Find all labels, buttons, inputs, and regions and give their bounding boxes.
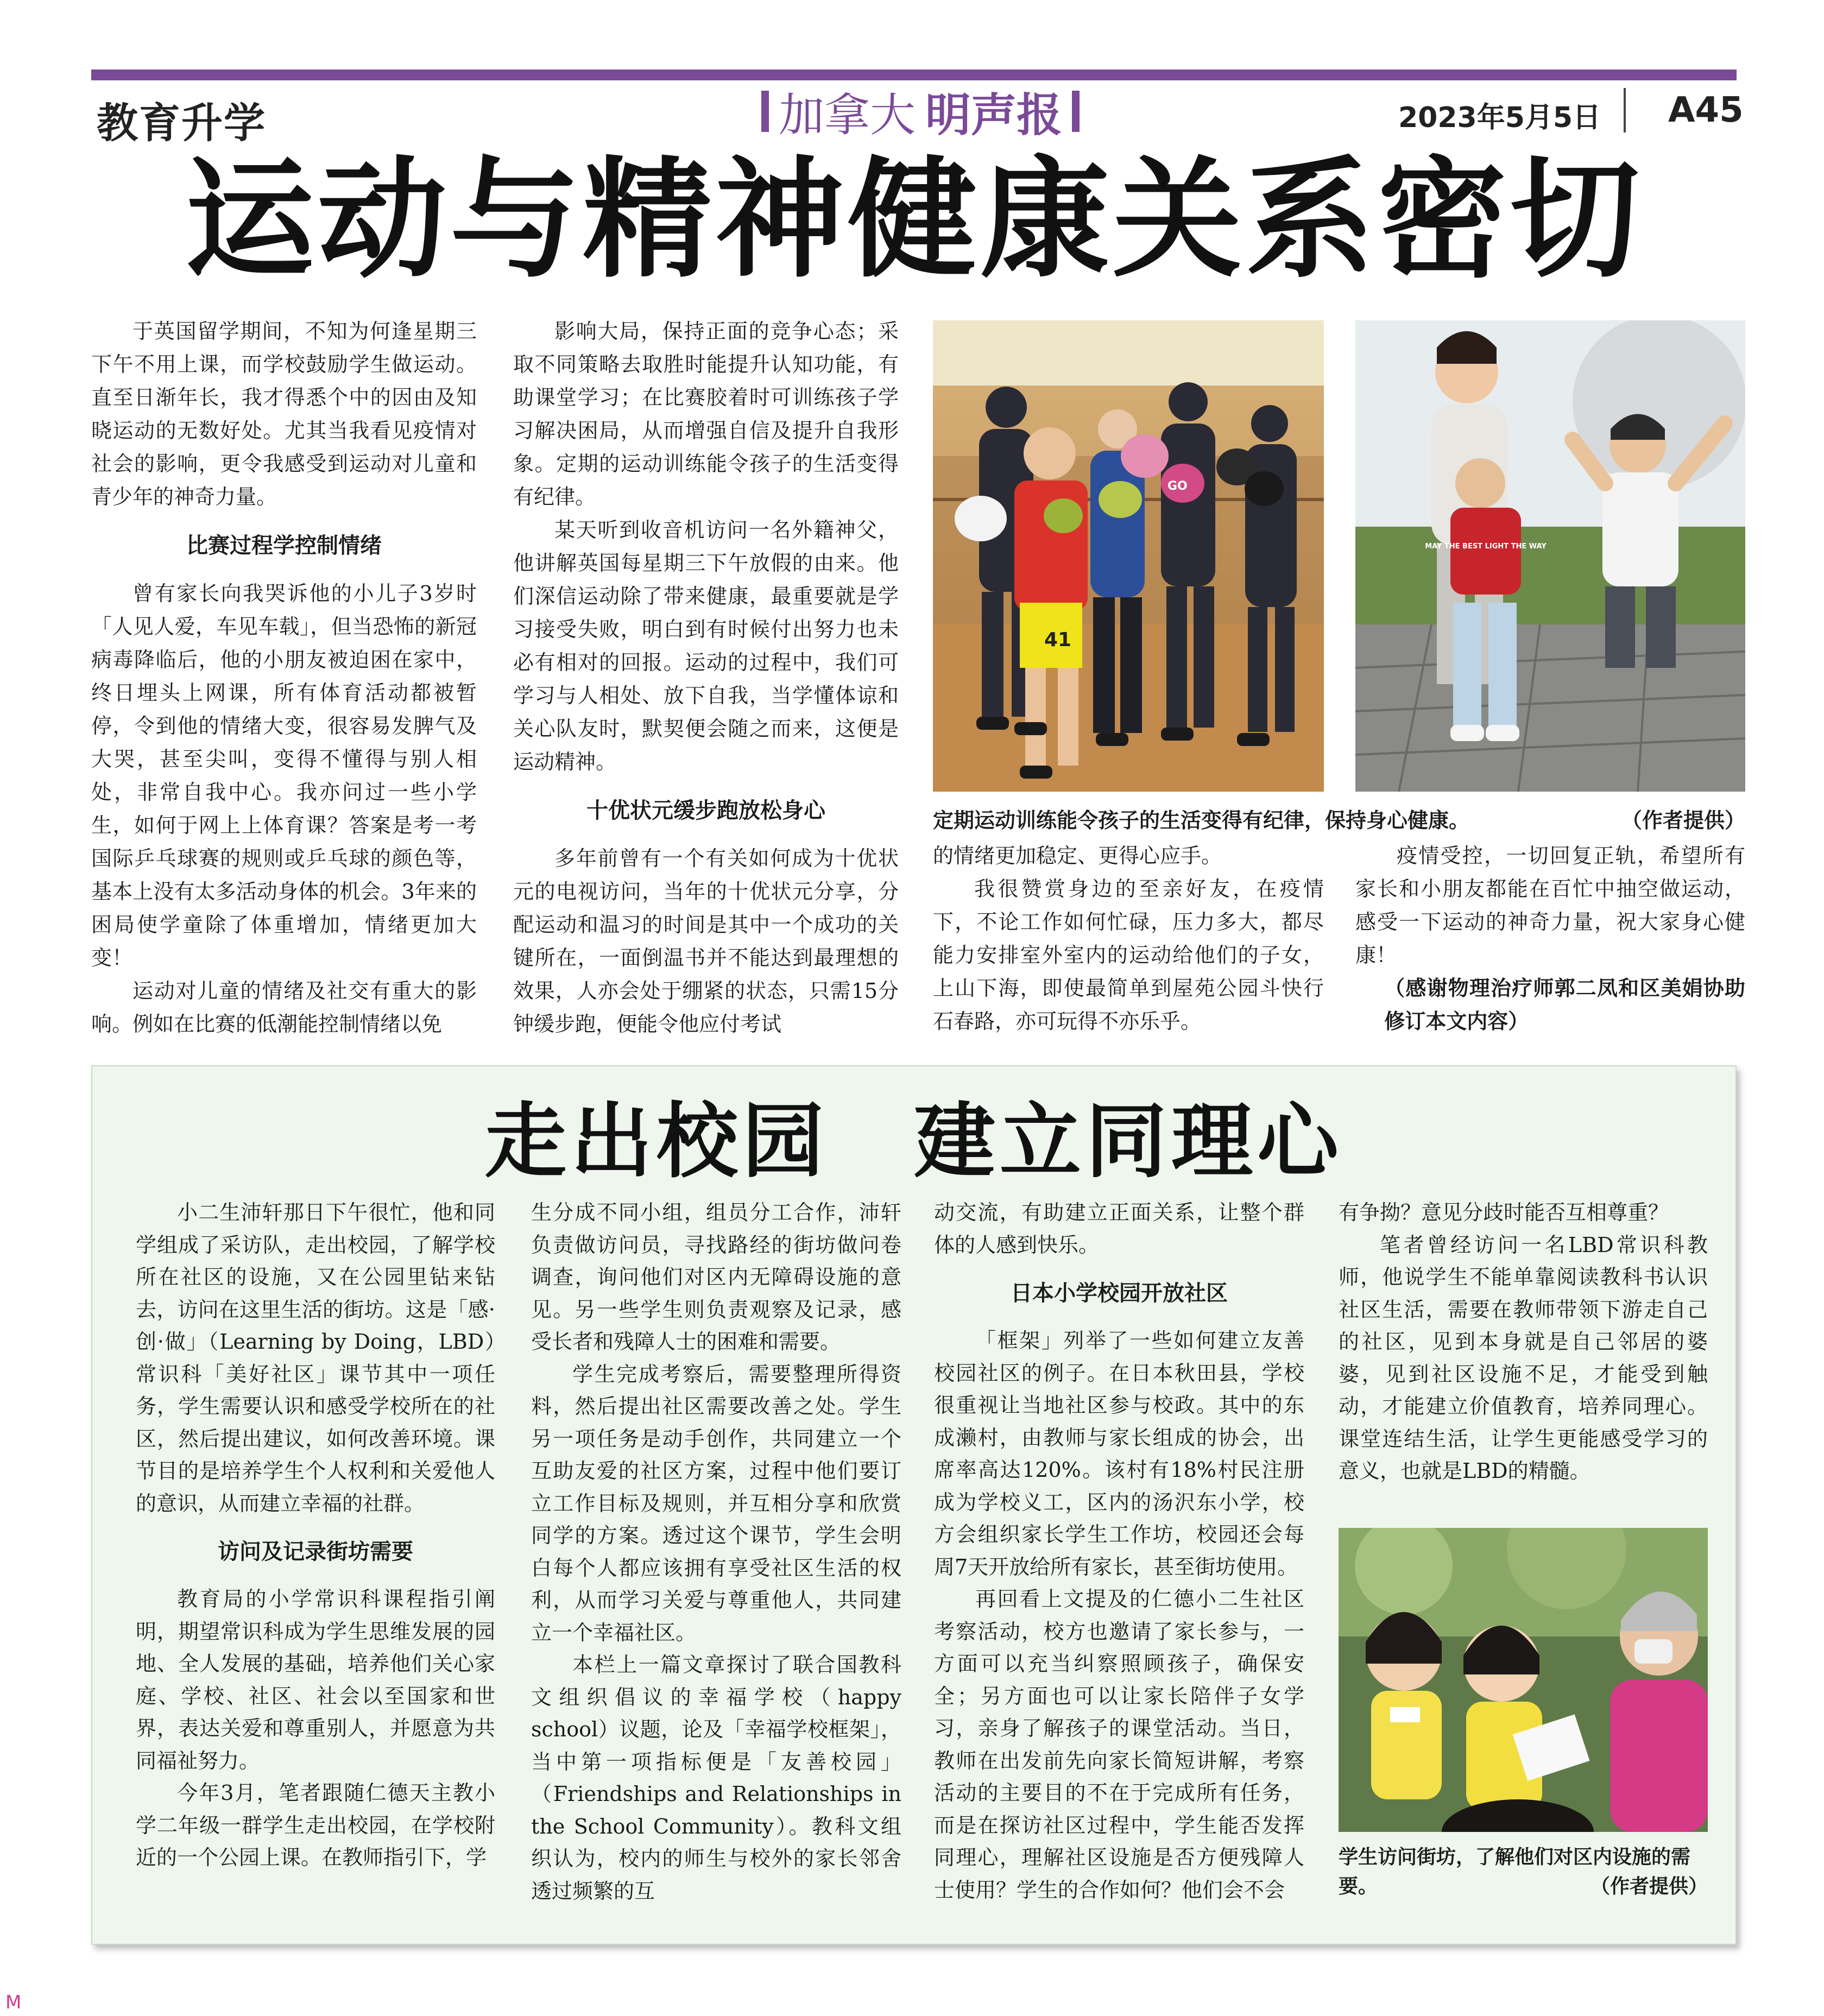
- glove-print: GO: [1167, 479, 1188, 493]
- photo-students-interview: [1339, 1528, 1708, 1832]
- paragraph: 的情绪更加稳定、更得心应手。: [933, 844, 1222, 868]
- paragraph: 学生完成考察后，需要整理所得资料，然后提出社区需要改善之处。学生另一项任务是动手创作，共同建立一个互助友爱的社区方案，过程中他们要订立工作目标及规则，并互相分享和欣赏同学的方案。透过这个课节，学生会明白每个人都应该拥有享受社区生活的权利，从而学习关爱与尊重他人，共同建立一个幸福社区。: [531, 1362, 901, 1645]
- paragraph: 有争拗？意见分歧时能否互相尊重？: [1339, 1200, 1669, 1224]
- feature-column-1: [136, 1197, 495, 1874]
- subheading: 比赛过程学控制情绪: [186, 533, 382, 558]
- feature-headline: 走出校园 建立同理心: [484, 1094, 1343, 1189]
- masthead: [747, 81, 1094, 141]
- paragraph: 我很赞赏身边的至亲好友，在疫情下，不论工作如何忙碌，压力多大，都尽能力安排室外室内的运动给他们的子女，上山下海，即使最简单到屋苑公园斗快行石春路，亦可玩得不亦乐乎。: [933, 877, 1324, 1033]
- photo-credit: （作者提供）: [1590, 1875, 1708, 1898]
- shirt-print: MAY THE BEST LIGHT THE WAY: [1425, 542, 1547, 551]
- paragraph: 教育局的小学常识科课程指引阐明，期望常识科成为学生思维发展的园地、全人发展的基础，培养他们关心家庭、学校、社区、社会以至国家和世界，表达关爱和尊重别人，并愿意为共同福祉努力。: [136, 1587, 495, 1773]
- feature-photo-caption: [1339, 1843, 1708, 1901]
- paragraph: 运动对儿童的情绪及社交有重大的影响。例如在比赛的低潮能控制情绪以免: [91, 979, 477, 1036]
- paragraph: 「框架」列举了一些如何建立友善校园社区的例子。在日本秋田县，学校很重视让当地社区参与校政。其中的东成濑村，由教师与家长组成的协会，出席率高达120%。该村有18%村民注册成为学校义工，区内的汤沢东小学，校方会组织家长学生工作坊，校园还会每周7天开放给所有家长，甚至街坊使用。: [934, 1329, 1304, 1579]
- paragraph: 曾有家长向我哭诉他的小儿子3岁时「人见人爱，车见车载」，但当恐怖的新冠病毒降临后，他的小朋友被迫困在家中，终日埋头上网课，所有体育活动都被暂停，令到他的情绪大变，很容易发脾气及大哭，甚至尖叫，变得不懂得与别人相处，非常自我中心。我亦问过一些小学生，如何于网上上体育课？答案是考一考国际乒乓球赛的规则或乒乓球的颜色等，基本上没有太多活动身体的机会。3年来的困局使学童除了体重增加，情绪更加大变！: [91, 582, 477, 970]
- paragraph: 动交流，有助建立正面关系，让整个群体的人感到快乐。: [934, 1200, 1304, 1257]
- feature-column-3: [934, 1197, 1304, 1906]
- photo-jumping-kids: [1355, 320, 1745, 792]
- subheading: 访问及记录街坊需要: [218, 1539, 413, 1564]
- feature-column-2: [531, 1197, 901, 1907]
- header-divider: [1624, 88, 1626, 132]
- paragraph: 本栏上一篇文章探讨了联合国教科文组织倡议的幸福学校（happy school）议题，论及「幸福学校框架」，当中第一项指标便是「友善校园」（Friendships and Relationships in the School Community）。教科文组织认为，校内的师生与校外的家长邻舍透过频繁的互: [531, 1653, 901, 1903]
- acknowledgement: （感谢物理治疗师郭二凤和区美娟协助修订本文内容）: [1384, 976, 1745, 1033]
- paragraph: 多年前曾有一个有关如何成为十优状元的电视访问，当年的十优状元分享，分配运动和温习的时间是其中一个成功的关键所在，一面倒温书并不能达到最理想的效果，人亦会处于绷紧的状态，只需15分钟缓步跑，便能令他应付考试: [513, 846, 899, 1036]
- caption-text: 定期运动训练能令孩子的生活变得有纪律，保持身心健康。: [933, 808, 1470, 832]
- article-column-4: [1355, 839, 1745, 1038]
- article-column-1: [91, 315, 477, 1041]
- jersey-number: 41: [1044, 629, 1072, 651]
- masthead-country: 加拿大: [778, 88, 916, 142]
- paragraph: 笔者曾经访问一名LBD常识科教师，他说学生不能单靠阅读教科书认识社区生活，需要在教师带领下游走自己的社区，见到本身就是自己邻居的婆婆，见到社区设施不足，才能受到触动，才能建立价值教育，培养同理心。课堂连结生活，让学生更能感受学习的意义，也就是LBD的精髓。: [1339, 1233, 1708, 1483]
- paragraph: 疫情受控，一切回复正轨，希望所有家长和小朋友都能在百忙中抽空做运动，感受一下运动的神奇力量，祝大家身心健康！: [1355, 844, 1745, 967]
- paragraph: 生分成不同小组，组员分工合作，沛轩负责做访问员，寻找路经的街坊做问卷调查，询问他们对区内无障碍设施的意见。另一些学生则负责观察及记录，感受长者和残障人士的困难和需要。: [531, 1200, 901, 1354]
- masthead-bar-right: [1072, 91, 1080, 132]
- masthead-name: 明声报: [925, 88, 1063, 142]
- masthead-bar-left: [761, 91, 769, 132]
- photo-boxing-class: [933, 320, 1324, 792]
- paragraph: 影响大局，保持正面的竞争心态；采取不同策略去取胜时能提升认知功能，有助课堂学习；在比赛胶着时可训练孩子学习解决困局，从而增强自信及提升自我形象。定期的运动训练能令孩子的生活变得有纪律。: [513, 319, 899, 509]
- article-column-2: [513, 315, 899, 1041]
- article-column-3: [933, 839, 1324, 1038]
- paragraph: 小二生沛轩那日下午很忙，他和同学组成了采访队，走出校园，了解学校所在社区的设施，又在公园里钻来钻去，访问在这里生活的街坊。这是「感·创·做」（Learning by Doing，LBD）常识科「美好社区」课节其中一项任务，学生需要认识和感受学校所在的社区，然后提出建议，如何改善环境。课节目的是培养学生个人权利和关爱他人的意识，从而建立幸福的社群。: [136, 1200, 495, 1515]
- feature-box: [91, 1065, 1737, 1945]
- caption-text: 学生访问街坊，了解他们对区内设施的需要。: [1339, 1846, 1691, 1898]
- main-headline: 运动与精神健康关系密切: [185, 144, 1643, 295]
- paragraph: 今年3月，笔者跟随仁德天主教小学二年级一群学生走出校园，在学校附近的一个公园上课。在教师指引下，学: [136, 1781, 495, 1869]
- boxing-class-image: [933, 320, 1324, 792]
- subheading: 十优状元缓步跑放松身心: [586, 798, 825, 823]
- students-interview-image: [1339, 1528, 1708, 1832]
- corner-mark: M: [5, 1992, 22, 2013]
- issue-date: 2023年5月5日: [1398, 102, 1601, 134]
- photo-credit: （作者提供）: [1621, 808, 1745, 832]
- jumping-kids-image: [1355, 320, 1745, 792]
- photo-caption: [933, 805, 1745, 836]
- paragraph: 某天听到收音机访问一名外籍神父，他讲解英国每星期三下午放假的由来。他们深信运动除了带来健康，最重要就是学习接受失败，明白到有时候付出努力也未必有相对的回报。运动的过程中，我们可学习与人相处、放下自我，当学懂体谅和关心队友时，默契便会随之而来，这便是运动精神。: [513, 518, 899, 774]
- feature-column-4: [1339, 1197, 1708, 1488]
- subheading: 日本小学校园开放社区: [1011, 1280, 1228, 1306]
- section-label: 教育升学: [97, 99, 266, 147]
- paragraph: 再回看上文提及的仁德小二生社区考察活动，校方也邀请了家长参与，一方面可以充当纠察照顾孩子，确保安全；另方面也可以让家长陪伴子女学习，亲身了解孩子的课堂活动。当日，教师在出发前先向家长简短讲解，考察活动的主要目的不在于完成所有任务，而是在探访社区过程中，学生能否发挥同理心，理解社区设施是否方便残障人士使用？学生的合作如何？他们会不会: [934, 1587, 1304, 1902]
- page-number: A45: [1668, 90, 1744, 130]
- paragraph: 于英国留学期间，不知为何逢星期三下午不用上课，而学校鼓励学生做运动。直至日渐年长，我才得悉个中的因由及知晓运动的无数好处。尤其当我看见疫情对社会的影响，更令我感受到运动对儿童和青少年的神奇力量。: [91, 319, 477, 509]
